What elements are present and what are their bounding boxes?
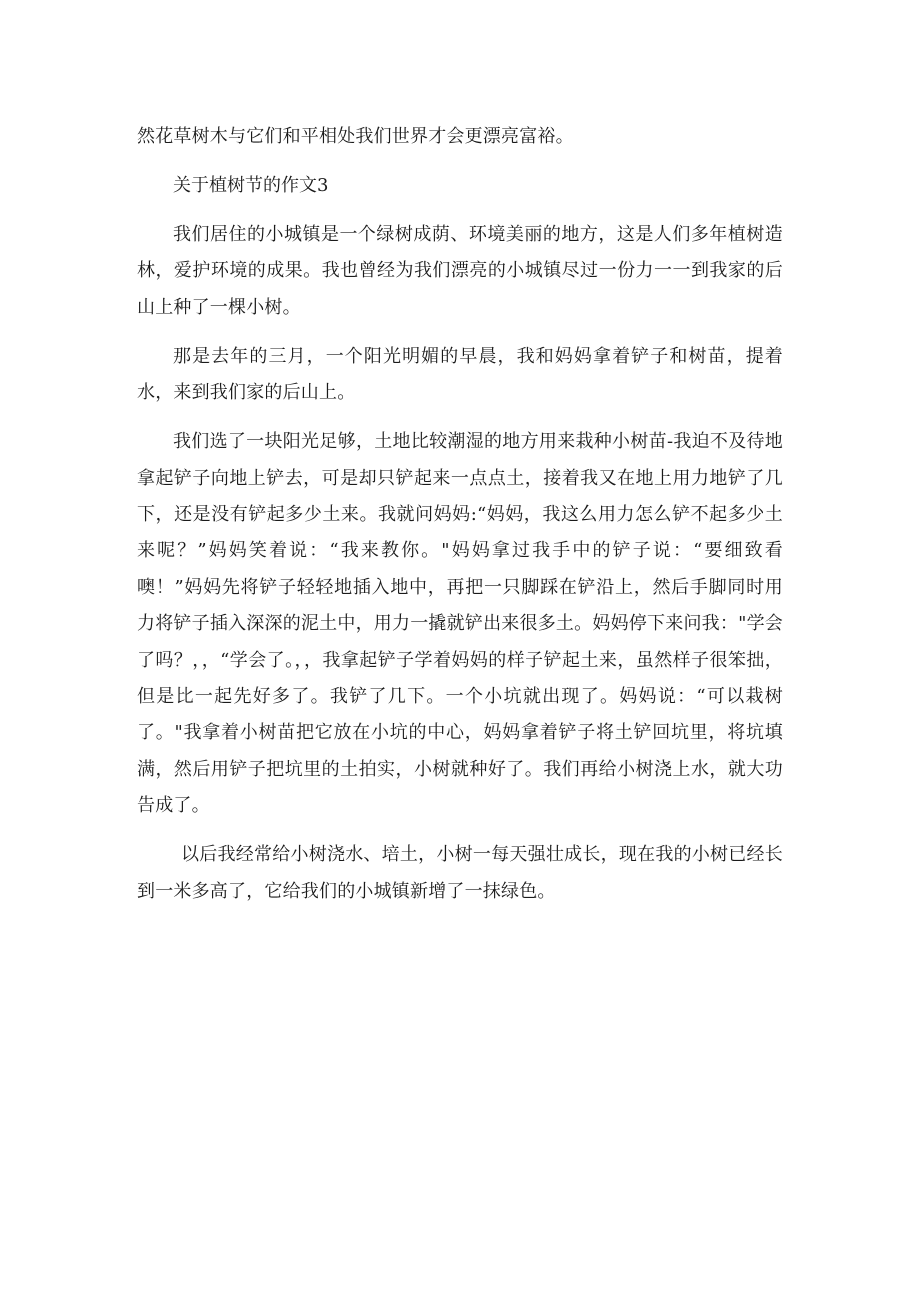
- paragraph-morning: 那是去年的三月，一个阳光明媚的早晨，我和妈妈拿着铲子和树苗，提着水，来到我们家的后山上。: [137, 345, 783, 404]
- essay-title: 关于植树节的作文3: [173, 175, 329, 196]
- paragraph-intro: 我们居住的小城镇是一个绿树成荫、环境美丽的地方，这是人们多年植树造林，爱护环境的成果。我也曾经为我们漂亮的小城镇尽过一份力一一到我家的后山上种了一棵小树。: [137, 224, 783, 318]
- paragraph-conclusion: 以后我经常给小树浇水、培土，小树一每天强壮成长，现在我的小树已经长到一米多高了，它给我们的小城镇新增了一抹绿色。: [137, 844, 783, 902]
- essay-body: [137, 119, 783, 910]
- paragraph-continuation: 然花草树木与它们和平相处我们世界才会更漂亮富裕。: [137, 126, 574, 147]
- paragraph-planting: 我们选了一块阳光足够，土地比较潮湿的地方用来栽种小树苗-我迫不及待地拿起铲子向地上铲去，可是却只铲起来一点点土，接着我又在地上用力地铲了几下，还是没有铲起多少土来。我就问妈妈:“妈妈，我这么用力怎么铲不起多少土来呢？”妈妈笑着说：“我来教你。"妈妈拿过我手中的铲子说：“要细致看噢！”妈妈先将铲子轻轻地插入地中，再把一只脚踩在铲沿上，然后手脚同时用力将铲子插入深深的泥土中，用力一撬就铲出来很多土。妈妈停下来问我："学会了吗？，，“学会了。，，我拿起铲子学着妈妈的样子铲起土来，虽然样子很笨拙，但是比一起先好多了。我铲了几下。一个小坑就出现了。妈妈说：“可以栽树了。"我拿着小树苗把它放在小坑的中心，妈妈拿着铲子将土铲回坑里，将坑填满，然后用铲子把坑里的土拍实，小树就种好了。我们再给小树浇上水，就大功告成了。: [137, 431, 783, 817]
